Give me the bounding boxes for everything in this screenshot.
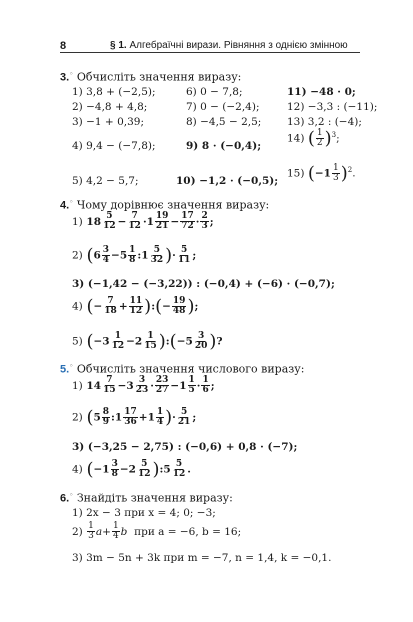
t3-item-3: 3) −1 + 0,39; — [72, 116, 144, 128]
t4-item-5: 5) (−3 $\frac{1}{12}$ −2 $\frac{1}{15}$ ):(−5 $\frac{3}{20}$ )? — [72, 330, 223, 352]
page-number: 8 — [60, 40, 67, 52]
t5-item-2: 2) (5 $\frac{8}{9}$ :1 $\frac{17}{36}$ +1 $\frac{1}{4}$ )· $\frac{5}{21}$ ; — [72, 406, 197, 428]
t4-item-4: 4) (− $\frac{7}{18}$ + $\frac{11}{12}$ ):(− $\frac{19}{48}$ ); — [72, 295, 199, 317]
header-rule — [60, 52, 360, 53]
task-6-heading: 6.◦ Знайдіть значення виразу: — [60, 491, 233, 505]
section-title: § 1. Алгебраїчні вирази. Рівняння з однією змінною — [110, 40, 348, 51]
t6-item-1: 1) 2x − 3 при x = 4; 0; −3; — [72, 507, 216, 519]
t4-item-3: 3) (−1,42 − (−3,22)) : (−0,4) + (−6) · (−0,7); — [72, 278, 335, 290]
t5-item-1: 1) 14 $\frac{7}{15}$ −3 $\frac{3}{23}$ · $\frac{23}{27}$ −1 $\frac{1}{5}$ · $\frac{1}{6}$ ; — [72, 375, 215, 396]
t3-item-14: 14) ( $\frac{1}{2}$ )$^3$; — [287, 127, 340, 149]
task-3-heading: 3.◦ Обчисліть значення виразу: — [60, 70, 242, 84]
t3-item-11: 11) −48 · 0; — [287, 86, 356, 98]
page-header — [0, 0, 413, 60]
t3-item-10: 10) −1,2 · (−0,5); — [176, 175, 279, 187]
t3-item-8: 8) −4,5 − 2,5; — [186, 116, 262, 128]
t3-item-12: 12) −3,3 : (−11); — [287, 101, 378, 113]
t6-item-3: 3) 3m − 5n + 3k при m = −7, n = 1,4, k = −0,1. — [72, 552, 332, 564]
t3-item-7: 7) 0 − (−2,4); — [186, 101, 260, 113]
t3-item-1: 1) 3,8 + (−2,5); — [72, 86, 156, 98]
t3-item-13: 13) 3,2 : (−4); — [287, 116, 362, 128]
t4-item-2: 2) (6 $\frac{3}{4}$ −5 $\frac{1}{8}$ :1 $\frac{5}{32}$ )· $\frac{5}{11}$ ; — [72, 244, 197, 266]
t3-item-6: 6) 0 − 7,8; — [186, 86, 243, 98]
t5-item-4: 4) (−1 $\frac{3}{8}$ −2 $\frac{5}{12}$ ):5 $\frac{5}{12}$ . — [72, 458, 191, 480]
t3-item-15: 15) (−1 $\frac{1}{3}$ )$^2$. — [287, 162, 356, 184]
t3-item-4: 4) 9,4 − (−7,8); — [72, 140, 156, 152]
t3-item-5: 5) 4,2 − 5,7; — [72, 175, 139, 187]
task-4-heading: 4.◦ Чому дорівнює значення виразу: — [60, 198, 270, 212]
t3-item-2: 2) −4,8 + 4,8; — [72, 101, 148, 113]
t4-item-1: 1) 18 $\frac{5}{12}$ − $\frac{7}{12}$ ·1 $\frac{19}{21}$ − $\frac{17}{72}$ · $\frac{2}{3}$ ; — [72, 211, 214, 232]
t5-item-3: 3) (−3,25 − 2,75) : (−0,6) + 0,8 · (−7); — [72, 441, 298, 453]
t3-item-9: 9) 8 · (−0,4); — [186, 140, 262, 152]
t6-item-2: 2) $\frac{1}{3}$ a+ $\frac{1}{4}$ b при a = −6, b = 16; — [72, 521, 242, 542]
task-5-heading: 5.◦ Обчисліть значення числового виразу: — [60, 362, 305, 376]
